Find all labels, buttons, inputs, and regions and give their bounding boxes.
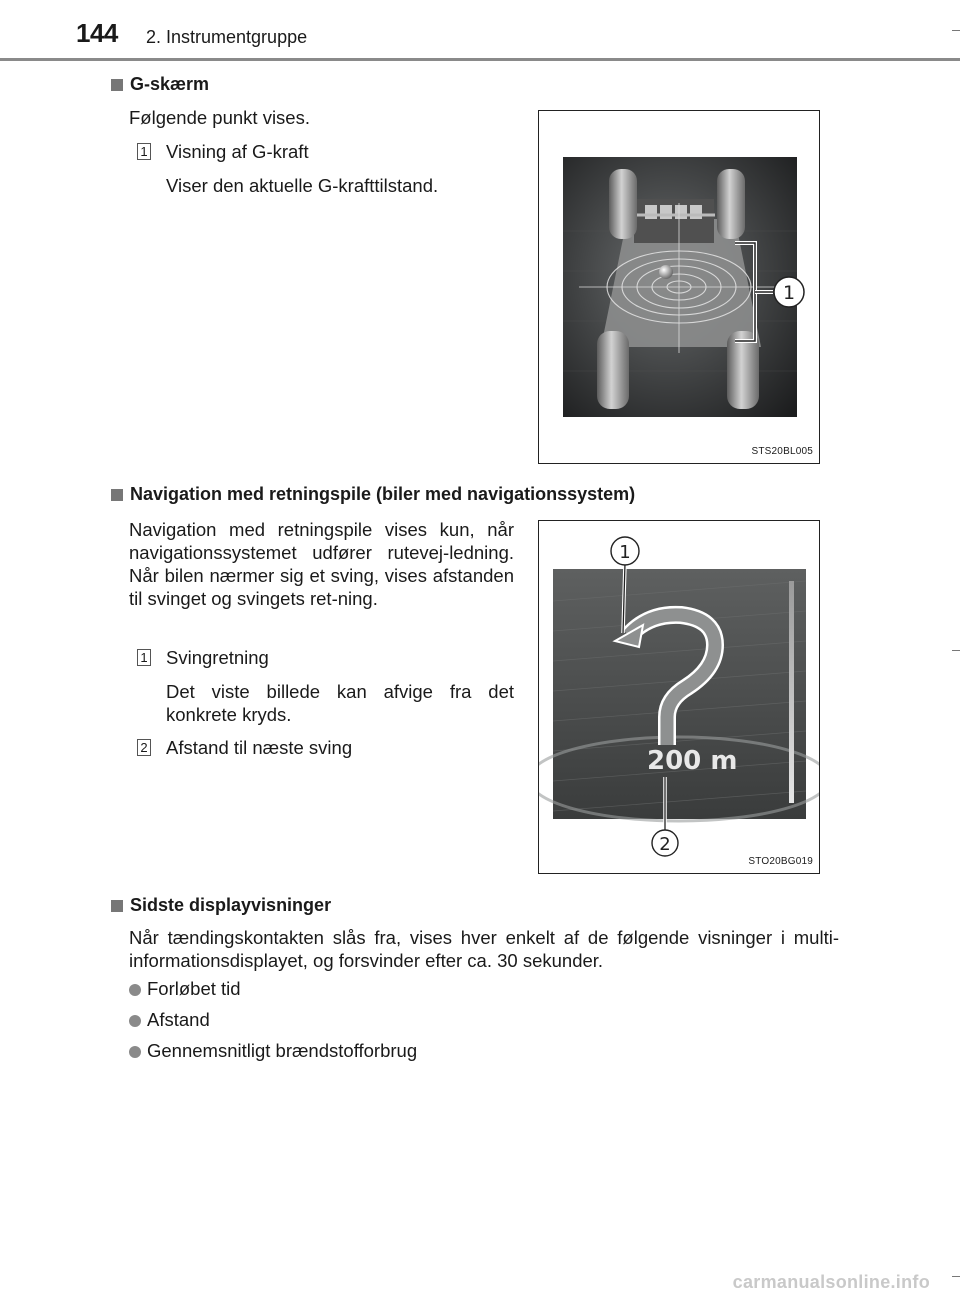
section-g-intro: Følgende punkt vises. (129, 107, 310, 128)
item-description: Det viste billede kan afvige fra det konkrete kryds. (166, 681, 514, 725)
number-badge: 2 (137, 739, 151, 756)
section-nav-intro: Navigation med retningspile vises kun, når navigationssystemet udfører rutevej-ledning. Når bilen nærmer sig et sving, vises afstanden til svinget og svingets ret-ning. (129, 519, 514, 609)
crop-mark (952, 650, 960, 651)
figure-callout-1: 1 (619, 542, 631, 563)
list-item: Afstand (129, 1008, 210, 1031)
list-item: Forløbet tid (129, 977, 241, 1000)
number-badge: 1 (137, 143, 151, 160)
number-badge: 1 (137, 649, 151, 666)
bullet-icon (129, 1046, 141, 1058)
bullet-icon (129, 984, 141, 996)
chapter-title: 2. Instrumentgruppe (146, 27, 308, 47)
square-bullet-icon (111, 489, 123, 501)
square-bullet-icon (111, 79, 123, 91)
header-rule (0, 58, 960, 61)
distance-readout: 200 m (647, 746, 738, 776)
figure-callout-2: 2 (659, 834, 671, 855)
list-item: Gennemsnitligt brændstofforbrug (129, 1039, 417, 1062)
page-number: 144 (76, 18, 118, 48)
list-item: 2 Afstand til næste sving (137, 736, 352, 759)
figure-g-force (538, 110, 820, 464)
figure-navigation (538, 520, 820, 874)
bullet-icon (129, 1015, 141, 1027)
figure-code: STO20BG019 (748, 856, 813, 867)
figure-callout-1: 1 (782, 282, 796, 304)
g-force-illustration (539, 111, 819, 463)
list-item: 1 Svingretning (137, 646, 269, 669)
item-description: Viser den aktuelle G-krafttilstand. (166, 175, 439, 196)
section-title-g: G-skærm (111, 74, 209, 95)
section-last-intro: Når tændingskontakten slås fra, vises hver enkelt af de følgende visninger i multi-informationsdisplayet, og forsvinder efter ca. 30 sekunder. (129, 927, 839, 971)
crop-mark (952, 30, 960, 31)
watermark: carmanualsonline.info (732, 1272, 930, 1292)
navigation-illustration (539, 521, 819, 873)
crop-mark (952, 1276, 960, 1277)
list-item: 1 Visning af G-kraft (137, 140, 309, 163)
section-title-last: Sidste displayvisninger (111, 895, 331, 916)
section-title-nav: Navigation med retningspile (biler med navigationssystem) (111, 484, 635, 505)
square-bullet-icon (111, 900, 123, 912)
figure-code: STS20BL005 (751, 446, 813, 457)
